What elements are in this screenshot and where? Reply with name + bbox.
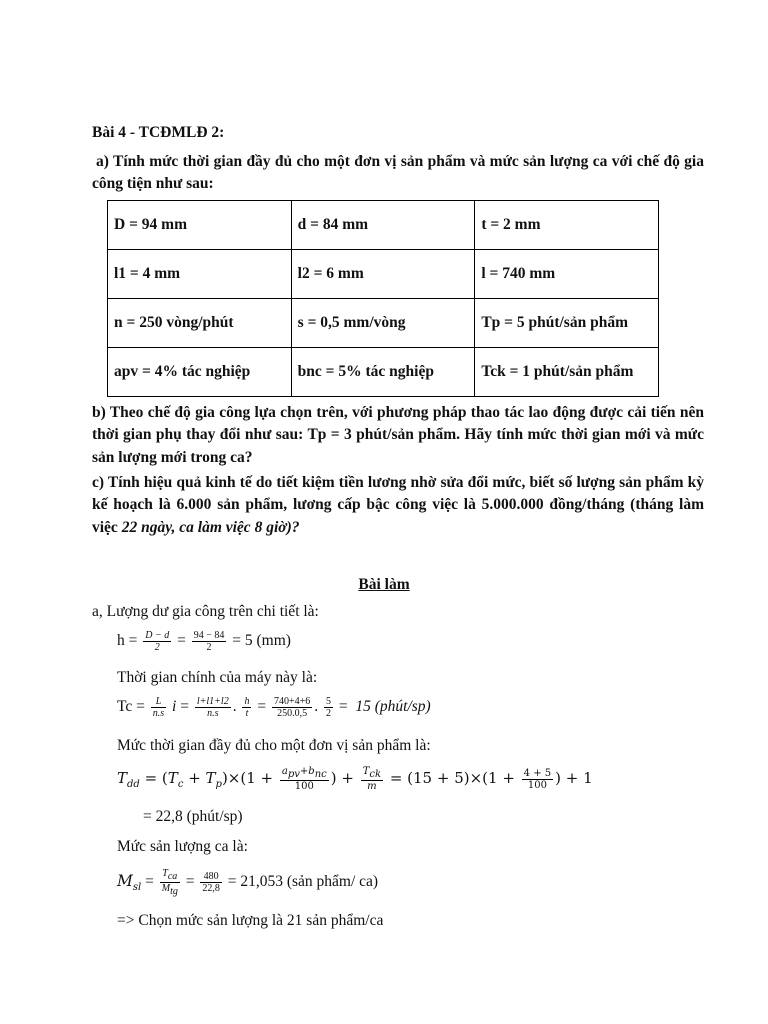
table-cell: Tck = 1 phút/sản phẩm	[475, 348, 659, 397]
solution-line-3: Mức thời gian đầy đủ cho một đơn vị sản phẩm là:	[117, 737, 431, 754]
tdd-formula: $T_{dd} = (T_c + T_p)\times(1$ + $\frac{a_{pv}+b_{nc}}{100}$ ) + $\frac{T_{ck}}{m}$ = (15 + 5)×(1 + $\frac{4 + 5}{100}$ ) + 1	[117, 766, 593, 792]
part-a-text: a) Tính mức thời gian đầy đủ cho một đơn vị sản phẩm và mức sản lượng ca với chế độ gia công tiện như sau:	[92, 153, 704, 193]
table-cell: n = 250 vòng/phút	[108, 299, 292, 348]
table-cell: l = 740 mm	[475, 250, 659, 299]
fraction: $\frac{D - d}{2}$	[145, 630, 170, 653]
part-b-text: b) Theo chế độ gia công lựa chọn trên, với phương pháp thao tác lao động được cải tiến nên thời gian phụ thay đổi như sau: Tp = 3 phút/sản phẩm. Hãy tính mức thời gian mới và mức sản lượng mới trong ca?	[92, 404, 704, 466]
table-cell: D = 94 mm	[108, 201, 292, 250]
table-row	[108, 250, 659, 299]
table-cell: Tp = 5 phút/sản phẩm	[475, 299, 659, 348]
solution-heading: Bài làm	[358, 576, 410, 593]
solution-line-5: => Chọn mức sản lượng là 21 sản phẩm/ca	[117, 912, 384, 929]
fraction: $\frac{L}{n.s}$	[152, 696, 165, 719]
solution-line-4: Mức sản lượng ca là:	[117, 838, 248, 855]
solution-line-1: a, Lượng dư gia công trên chi tiết là:	[92, 603, 319, 620]
exercise-title: Bài 4 - TCĐMLĐ 2:	[92, 124, 225, 141]
part-c-main: c) Tính hiệu quả kinh tế do tiết kiệm tiền lương nhờ sửa đổi mức, biết số lượng sản phẩm kỳ kế hoạch là 6.000 sản phẩm, lương cấp bậc công việc là 5.000.000 đồng/tháng (tháng làm việc	[92, 474, 704, 536]
part-c-italic: 22 ngày, ca làm việc 8 giờ)?	[121, 518, 300, 536]
tc-result: 15 (phút/sp)	[355, 698, 431, 716]
table-cell: bnc = 5% tác nghiệp	[291, 348, 475, 397]
msl-formula: $M_{sl}$ = $\frac{T_{ca}}{M_{tg}}$ = $\frac{480}{22,8}$ = 21,053 (sản phẩm/ ca)	[117, 868, 379, 897]
fraction: $\frac{5}{2}$	[325, 696, 331, 719]
fraction: $\frac{94 - 84}{2}$	[193, 630, 225, 653]
table-cell: l1 = 4 mm	[108, 250, 292, 299]
table-row	[108, 201, 659, 250]
fraction: $\frac{T_{ck}}{m}$	[362, 766, 382, 792]
table-row	[108, 299, 659, 348]
fraction: $\frac{a_{pv}+b_{nc}}{100}$	[281, 766, 327, 792]
table-cell: l2 = 6 mm	[291, 250, 475, 299]
tdd-result: = 22,8 (phút/sp)	[143, 808, 243, 825]
part-c-text	[92, 472, 704, 539]
tc-formula: Tc = $\frac{L}{n.s}$ i = $\frac{l+l1+l2}{n.s}$ . $\frac{h}{t}$ = $\frac{740+4+6}{250.0,5}$ . $\frac{5}{2}$ = 15 (phút/sp)	[117, 696, 431, 719]
solution-line-2: Thời gian chính của máy này là:	[117, 669, 318, 686]
fraction: $\frac{4 + 5}{100}$	[523, 767, 552, 791]
h-formula: h = $\frac{D - d}{2}$ = $\frac{94 - 84}{2}$ = 5 (mm)	[117, 630, 291, 653]
parameters-table	[107, 200, 659, 397]
table-cell: d = 84 mm	[291, 201, 475, 250]
msl-result: = 21,053 (sản phẩm/ ca)	[227, 873, 379, 891]
h-result: 5 (mm)	[244, 632, 291, 650]
table-row	[108, 348, 659, 397]
table-cell: t = 2 mm	[475, 201, 659, 250]
fraction: $\frac{480}{22,8}$	[202, 871, 220, 894]
fraction: $\frac{740+4+6}{250.0,5}$	[273, 696, 311, 719]
fraction: $\frac{l+l1+l2}{n.s}$	[196, 696, 229, 719]
table-cell: s = 0,5 mm/vòng	[291, 299, 475, 348]
fraction: $\frac{T_{ca}}{M_{tg}}$	[161, 868, 178, 897]
fraction: $\frac{h}{t}$	[244, 696, 250, 719]
table-cell: apv = 4% tác nghiệp	[108, 348, 292, 397]
